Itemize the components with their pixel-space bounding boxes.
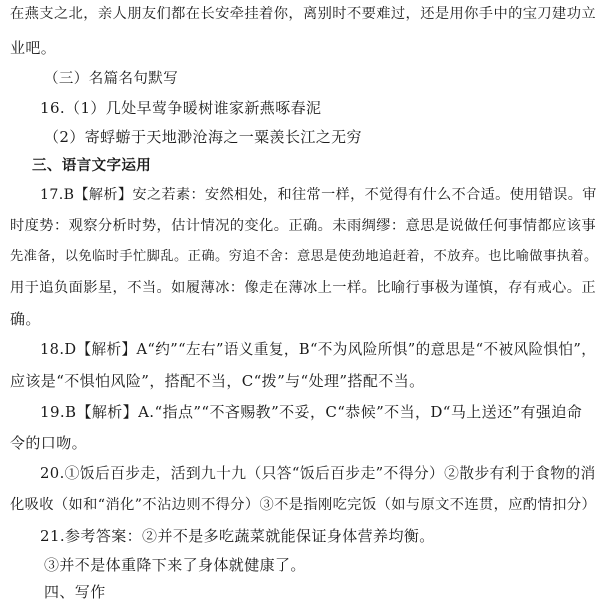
answer-17-line-2: 时度势：观察分析时势，估计情况的变化。正确。未雨绸缪：意思是说做任何事情都应该事 xyxy=(10,218,597,234)
answer-18-line-1: 18.D【解析】A“约”“左右”语义重复，B“不为风险所惧”的意思是“不被风险惧怕”， xyxy=(40,341,597,358)
text-line-1: 在燕支之北，亲人朋友们都在长安牵挂着你，离别时不要难过，还是用你手中的宝刀建功立 xyxy=(10,6,597,22)
answer-21-line-2: ③并不是体重降下来了身体就健康了。 xyxy=(44,556,306,574)
section-heading-language-use: 三、语言文字运用 xyxy=(32,158,152,174)
answer-16-part-2: （2）寄蜉蝣于天地渺沧海之一粟羡长江之无穷 xyxy=(44,128,362,146)
answer-21-line-1: 21.参考答案：②并不是多吃蔬菜就能保证身体营养均衡。 xyxy=(40,527,435,545)
answer-19-line-1: 19.B【解析】A.“指点”“不吝赐教”不妥，C“恭候”不当，D“马上送还”有强迫命 xyxy=(40,403,583,421)
answer-16-part-1: 16.（1）几处早莺争暖树谁家新燕啄春泥 xyxy=(40,99,322,117)
section-heading-famous-lines: （三）名篇名句默写 xyxy=(44,71,179,87)
answer-20-line-2: 化吸收（如和“消化”不沾边则不得分）③不是指刚吃完饭（如与原文不连贯，应酌情扣分） xyxy=(10,497,597,513)
answer-17-line-4: 用于追负面影星，不当。如履薄冰：像走在薄冰上一样。比喻行事极为谨慎，存有戒心。正 xyxy=(10,280,597,296)
answer-19-line-2: 令的口吻。 xyxy=(10,434,88,452)
answer-17-line-3: 先准备，以免临时手忙脚乱。正确。穷追不舍：意思是使劲地追赶着，不放弃。也比喻做事执着。 xyxy=(10,249,598,264)
answer-18-line-2: 应该是“不惧怕风险”，搭配不当，C“拨”与“处理”搭配不当。 xyxy=(10,372,425,390)
answer-17-line-5: 确。 xyxy=(10,310,41,328)
section-heading-writing: 四、写作 xyxy=(44,583,106,601)
answer-20-line-1: 20.①饭后百步走，活到九十九（只答“饭后百步走”不得分）②散步有利于食物的消 xyxy=(40,465,596,482)
answer-17-line-1: 17.B【解析】安之若素：安然相处，和往常一样，不觉得有什么不合适。使用错误。审 xyxy=(40,187,597,203)
text-line-2: 业吧。 xyxy=(10,39,57,57)
